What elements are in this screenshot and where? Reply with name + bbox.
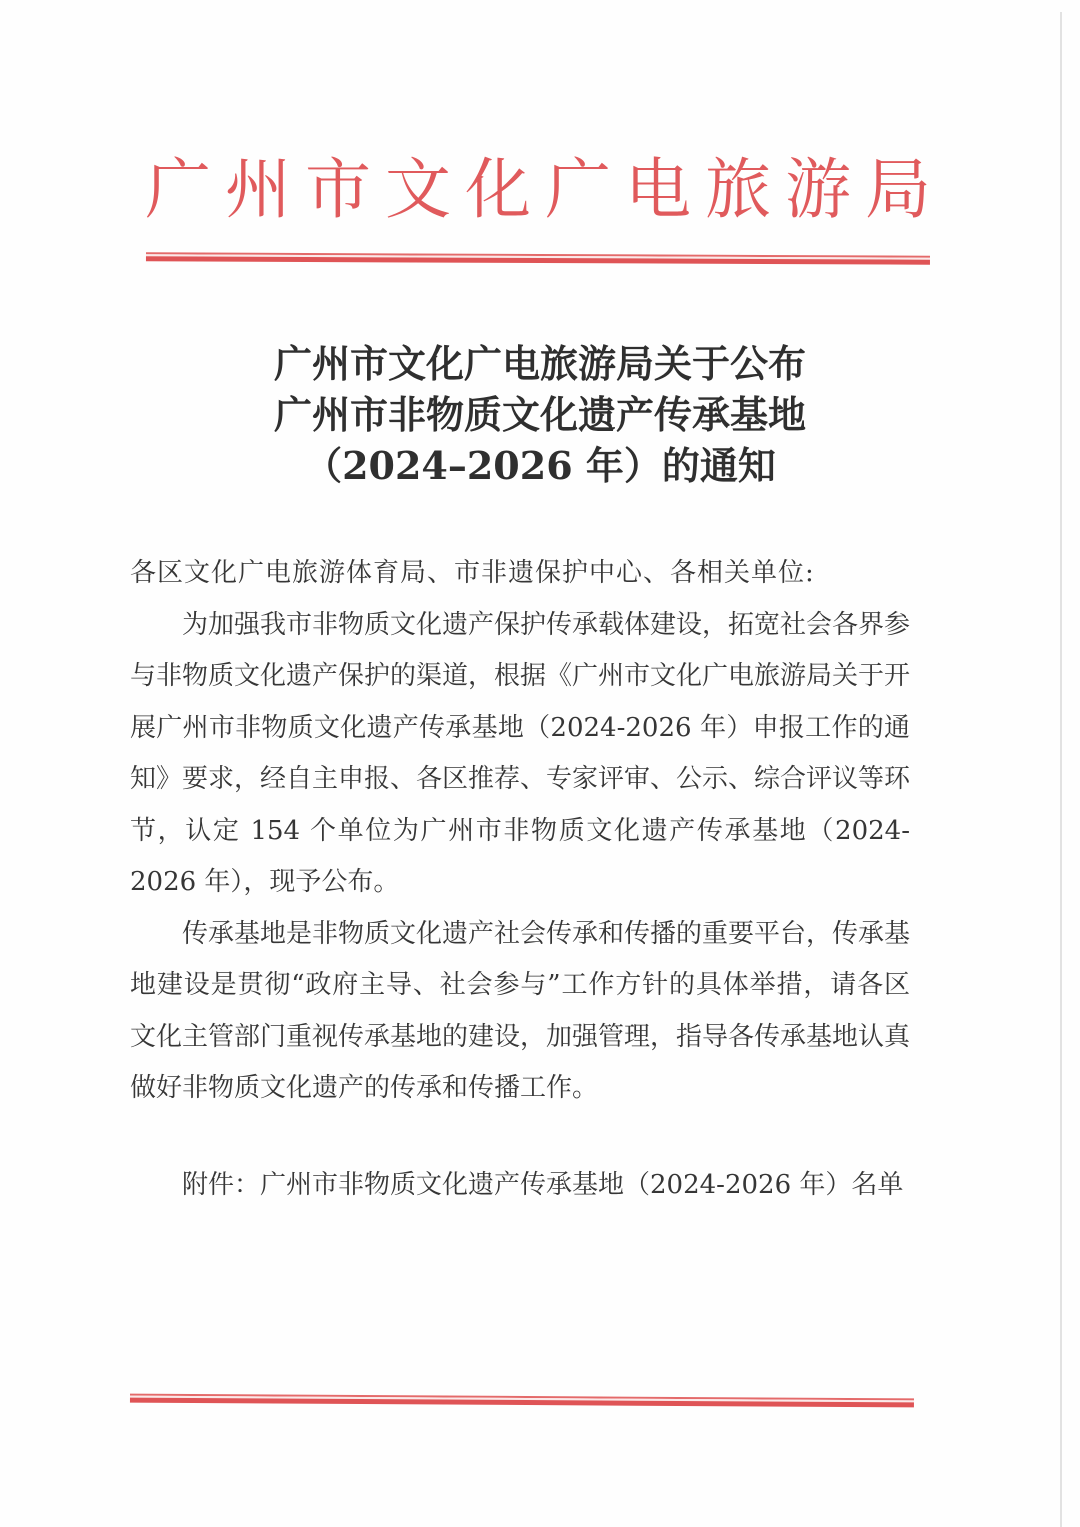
- body-paragraph-2: 传承基地是非物质文化遗产社会传承和传播的重要平台，传承基地建设是贯彻“政府主导、社会参与”工作方针的具体举措，请各区文化主管部门重视传承基地的建设，加强管理，指导各传承基地认真做好非物质文化遗产的传承和传播工作。: [130, 918, 911, 1103]
- attachment-line: 附件：广州市非物质文化遗产传承基地（2024-2026 年）名单: [182, 1170, 904, 1200]
- masthead-red-rule: [146, 252, 930, 255]
- footer-red-rule: [130, 1394, 914, 1399]
- masthead-title: 广州市文化广电旅游局: [145, 151, 945, 228]
- title-line-1: 广州市文化广电旅游局关于公布: [273, 341, 806, 386]
- notice-body: [130, 548, 910, 1115]
- notice-title: [0, 338, 1080, 491]
- title-line-3: （2024–2026 年）的通知: [304, 443, 776, 488]
- body-paragraph-1: 为加强我市非物质文化遗产保护传承载体建设，拓宽社会各界参与非物质文化遗产保护的渠道，根据《广州市文化广电旅游局关于开展广州市非物质文化遗产传承基地（2024-2026 年）申报工作的通知》要求，经自主申报、各区推荐、专家评审、公示、综合评议等环节，认定 154 个单位为广州市非物质文化遗产传承基地（2024-2026 年），现予公布。: [130, 609, 911, 897]
- salutation: 各区文化广电旅游体育局、市非遗保护中心、各相关单位:: [130, 558, 815, 588]
- title-line-2: 广州市非物质文化遗产传承基地: [273, 392, 806, 437]
